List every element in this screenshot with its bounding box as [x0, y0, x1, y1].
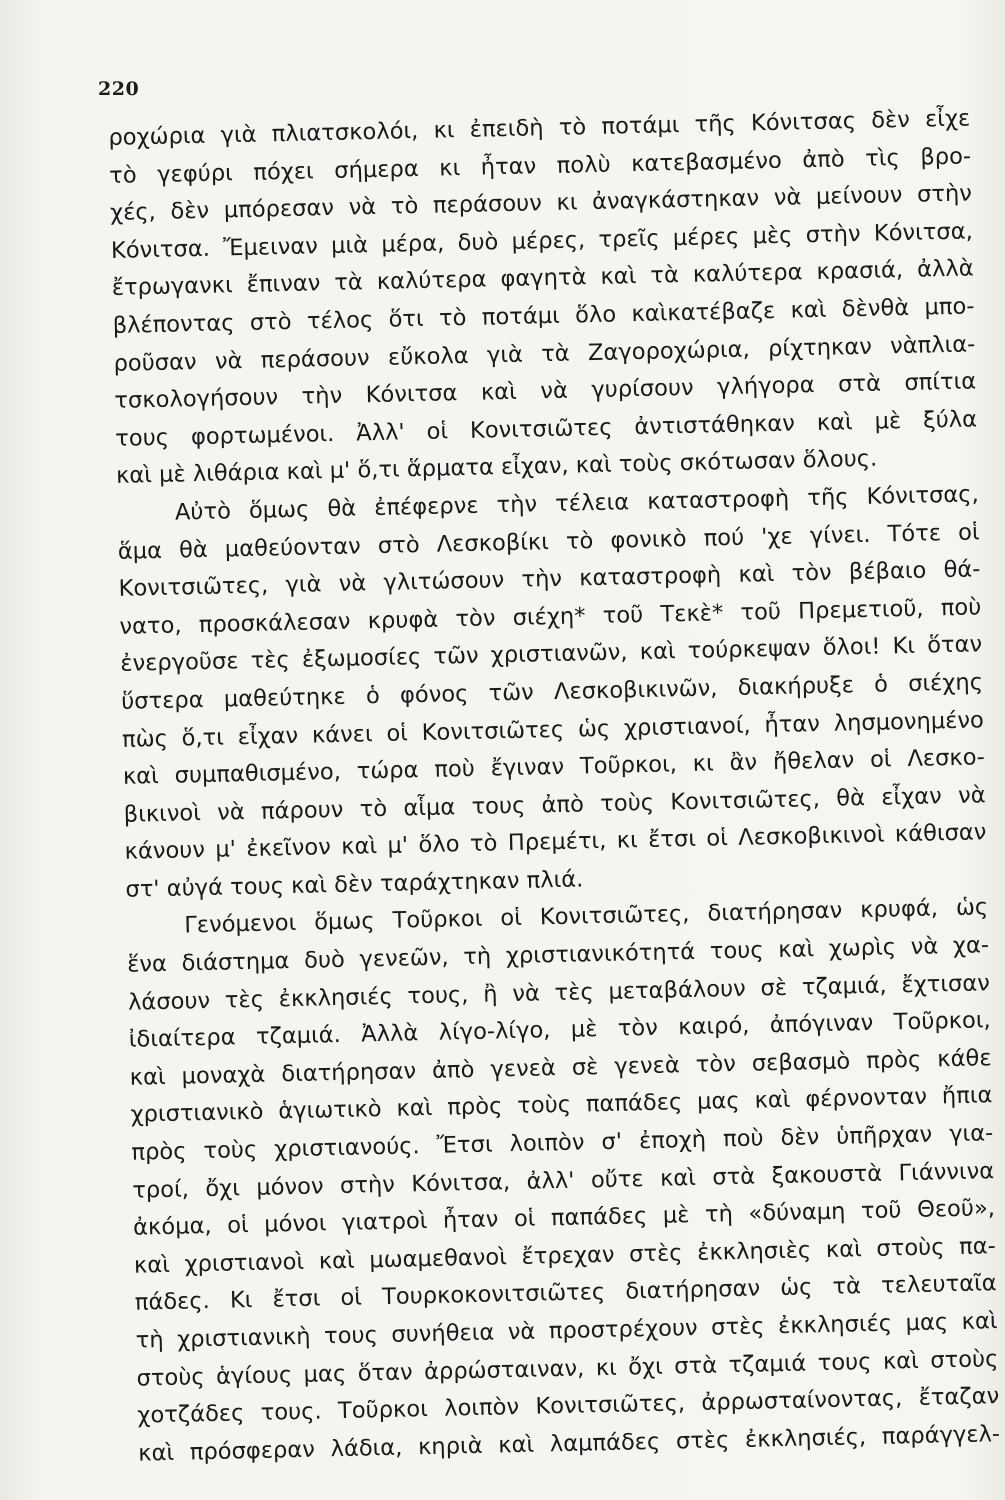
text-line: χοτζάδες τους. Τοῦρκοι λοιπὸν Κονιτσιῶτες, ἀρρωσταίνοντας, ἔταζαν — [137, 1383, 1000, 1429]
text-line: πὼς ὅ,τι εἶχαν κάνει οἱ Κονιτσιῶτες ὡς χριστιανοί, ἦταν λησμονημένο — [121, 706, 985, 753]
text-line: καὶ μοναχὰ διατήρησαν ἀπὸ γενεὰ σὲ γενεὰ τὸν σεβασμὸ πρὸς κάθε — [129, 1045, 992, 1091]
text-line: χριστιανικὸ ἁγιωτικὸ καὶ πρὸς τοὺς παπάδες μας καὶ φέρνονταν ἤπια — [130, 1082, 993, 1129]
text-line: καὶ συμπαθισμένο, τώρα ποὺ ἔγιναν Τοῦρκοι, κι ἂν ἤθελαν οἱ Λεσκο- — [122, 744, 985, 790]
text-line: τὴ χριστιανικὴ τους συνήθεια νὰ προστρέχουν στὲς ἐκκλησιές μας καὶ — [135, 1308, 998, 1354]
body-text — [108, 100, 1000, 1473]
text-line: λάσουν τὲς ἐκκλησιές τους, ἢ νὰ τὲς μεταβάλουν σὲ τζαμιά, ἔχτισαν — [127, 969, 991, 1016]
text-line: καὶ μὲ λιθάρια καὶ μ' ὅ,τι ἅρματα εἶχαν, καὶ τοὺς σκότωσαν ὅλους. — [115, 445, 878, 490]
text-line: πρὸς τοὺς χριστιανούς. Ἔτσι λοιπὸν σ' ἐποχὴ ποὺ δὲν ὑπῆρχαν για- — [131, 1120, 994, 1166]
text-line: ἅμα θὰ μαθεύονταν στὸ Λεσκοβίκι τὸ φονικὸ πού 'χε γίνει. Τότε οἱ — [117, 518, 980, 565]
text-line: ἐνεργοῦσε τὲς ἐξωμοσίες τῶν χριστιανῶν, καὶ τούρκεψαν ὅλοι! Κι ὅταν — [120, 631, 983, 678]
text-line: πάδες. Κι ἔτσι οἱ Τουρκοκονιτσιῶτες διατήρησαν ὡς τὰ τελευταῖα — [134, 1270, 997, 1317]
text-line: τὸ γεφύρι πόχει σήμερα κι ἦταν πολὺ κατεβασμένο ἀπὸ τὶς βρο- — [108, 143, 972, 189]
text-line: τους φορτωμένοι. Ἀλλ' οἱ Κονιτσιῶτες ἀντιστάθηκαν καὶ μὲ ξύλα — [114, 406, 978, 452]
text-line: τροί, ὄχι μόνον στὴν Κόνιτσα, ἀλλ' οὔτε καὶ στὰ ξακουστὰ Γιάννινα — [131, 1157, 995, 1204]
text-line: Κονιτσιῶτες, γιὰ νὰ γλιτώσουν τὴν καταστροφὴ καὶ τὸν βέβαιο θά- — [118, 556, 981, 603]
text-line: τσκολογήσουν τὴν Κόνιτσα καὶ νὰ γυρίσουν γλήγορα στὰ σπίτια — [114, 368, 977, 415]
text-line: Γενόμενοι ὅμως Τοῦρκοι οἱ Κονιτσιῶτες, διατήρησαν κρυφά, ὡς — [184, 894, 989, 939]
text-line: ὕστερα μαθεύτηκε ὁ φόνος τῶν Λεσκοβικινῶν, διακήρυξε ὁ σιέχης — [120, 669, 984, 715]
text-line: καὶ πρόσφεραν λάδια, κηριὰ καὶ λαμπάδες στὲς ἐκκλησιές, παράγγελ- — [137, 1420, 1001, 1467]
text-line: βλέποντας στὸ τέλος ὅτι τὸ ποτάμι ὅλο καὶκατέβαζε καὶ δὲνθὰ μπο- — [112, 293, 975, 339]
text-line: στ' αὐγά τους καὶ δὲν ταράχτηκαν πλιά. — [125, 866, 584, 903]
text-line: καὶ χριστιανοὶ καὶ μωαμεθανοὶ ἔτρεχαν στὲς ἐκκλησιὲς καὶ στοὺς πα- — [133, 1232, 997, 1279]
text-line: ἕνα διάστημα δυὸ γενεῶν, τὴ χριστιανικότητά τους καὶ χωρὶς νὰ χα- — [126, 932, 990, 978]
text-line: ροῦσαν νὰ περάσουν εὔκολα γιὰ τὰ Ζαγοροχώρια, ρίχτηκαν νὰπλια- — [113, 330, 976, 377]
text-line: χές, δὲν μπόρεσαν νὰ τὸ περάσουν κι ἀναγκάστηκαν νὰ μείνουν στὴν — [109, 180, 973, 227]
page-number: 220 — [98, 78, 140, 100]
text-line: Αὐτὸ ὅμως θὰ ἐπέφερνε τὴν τέλεια καταστροφὴ τῆς Κόνιτσας, — [174, 481, 980, 526]
text-line: ροχώρια γιὰ πλιατσκολόι, κι ἐπειδὴ τὸ ποτάμι τῆς Κόνιτσας δὲν εἶχε — [108, 105, 971, 151]
text-line: βικινοὶ νὰ πάρουν τὸ αἷμα τους ἀπὸ τοὺς Κονιτσιῶτες, θὰ εἶχαν νὰ — [123, 781, 986, 828]
text-line: ἰδιαίτερα τζαμιά. Ἀλλὰ λίγο-λίγο, μὲ τὸν καιρό, ἀπόγιναν Τοῦρκοι, — [128, 1007, 991, 1054]
text-line: ἀκόμα, οἱ μόνοι γιατροὶ ἦταν οἱ παπάδες μὲ τὴ «δύναμη τοῦ Θεοῦ», — [132, 1195, 996, 1241]
text-line: κάνουν μ' ἐκεῖνον καὶ μ' ὅλο τὸ Πρεμέτι, κι ἔτσι οἱ Λεσκοβικινοὶ κάθισαν — [124, 819, 987, 866]
text-line: νατο, προσκάλεσαν κρυφὰ τὸν σιέχη* τοῦ Τεκὲ* τοῦ Πρεμετιοῦ, ποὺ — [119, 594, 982, 640]
text-line: Κόνιτσα. Ἔμειναν μιὰ μέρα, δυὸ μέρες, τρεῖς μέρες μὲς στὴν Κόνιτσα, — [110, 218, 974, 264]
text-line: ἔτρωγανκι ἔπιναν τὰ καλύτερα φαγητὰ καὶ τὰ καλύτερα κρασιά, ἀλλὰ — [111, 255, 974, 302]
text-line: στοὺς ἁγίους μας ὅταν ἀρρώσταιναν, κι ὄχι στὰ τζαμιά τους καὶ στοὺς — [136, 1345, 999, 1392]
